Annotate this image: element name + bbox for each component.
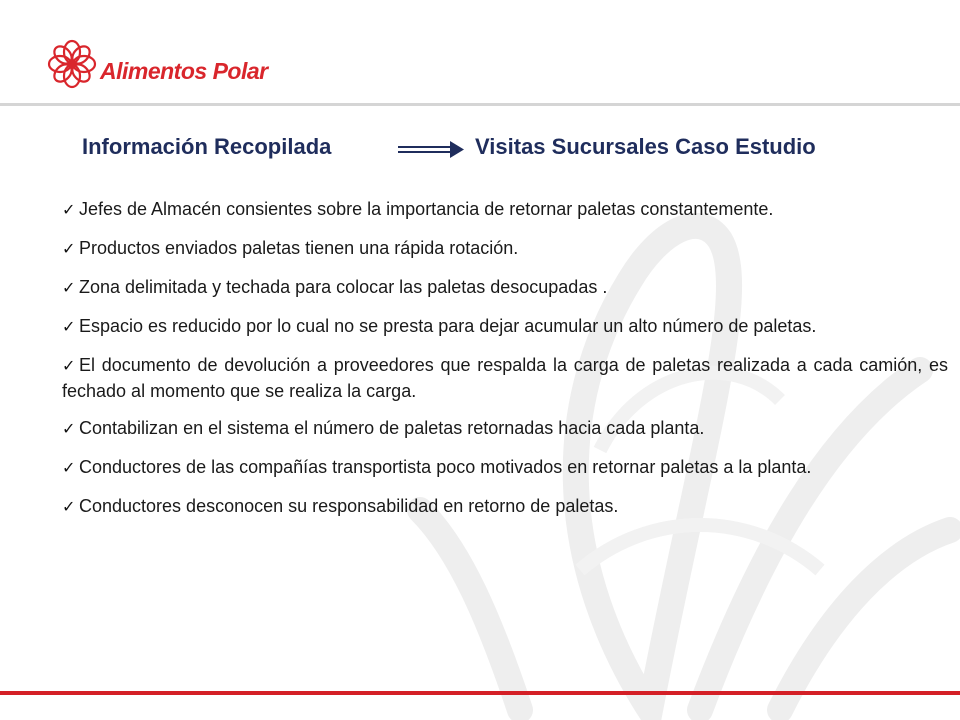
checkmark-icon: ✓	[62, 319, 76, 336]
bullet-text: El documento de devolución a proveedores que respalda la carga de paletas realizada a cada camión, es fechado al momento que se realiza la carga.	[62, 355, 948, 401]
brand-logo	[44, 36, 268, 96]
bullet-item	[62, 416, 948, 442]
bullet-item	[62, 353, 948, 403]
bullet-text: Jefes de Almacén consientes sobre la importancia de retornar paletas constantemente.	[79, 199, 774, 219]
bullet-text: Contabilizan en el sistema el número de paletas retornadas hacia cada planta.	[79, 418, 705, 438]
bullet-item	[62, 275, 948, 301]
bullet-text: Zona delimitada y techada para colocar las paletas desocupadas .	[79, 277, 608, 297]
header-divider	[0, 103, 960, 106]
heading-left-text: Información Recopilada	[82, 134, 332, 159]
checkmark-icon: ✓	[62, 280, 76, 297]
right-arrow-icon	[396, 138, 466, 160]
checkmark-icon: ✓	[62, 358, 76, 375]
bullet-item	[62, 197, 948, 223]
checkmark-icon: ✓	[62, 499, 76, 516]
checkmark-icon: ✓	[62, 460, 76, 477]
checkmark-icon: ✓	[62, 241, 76, 258]
bullet-text: Productos enviados paletas tienen una rápida rotación.	[79, 238, 519, 258]
checkmark-icon: ✓	[62, 202, 76, 219]
bullet-item	[62, 236, 948, 262]
bullet-text: Espacio es reducido por lo cual no se presta para dejar acumular un alto número de paletas.	[79, 316, 817, 336]
checkmark-icon: ✓	[62, 421, 76, 438]
bullet-item	[62, 455, 948, 481]
slide-heading	[0, 130, 960, 170]
bullet-list	[62, 197, 948, 533]
bullet-item	[62, 314, 948, 340]
bullet-text: Conductores desconocen su responsabilidad en retorno de paletas.	[79, 496, 619, 516]
bullet-text: Conductores de las compañías transportista poco motivados en retornar paletas a la planta.	[79, 457, 812, 477]
brand-name: Alimentos Polar	[100, 58, 268, 84]
footer-divider	[0, 691, 960, 695]
flower-logo-icon	[44, 36, 100, 92]
heading-right-text: Visitas Sucursales Caso Estudio	[475, 134, 816, 159]
bullet-item	[62, 494, 948, 520]
